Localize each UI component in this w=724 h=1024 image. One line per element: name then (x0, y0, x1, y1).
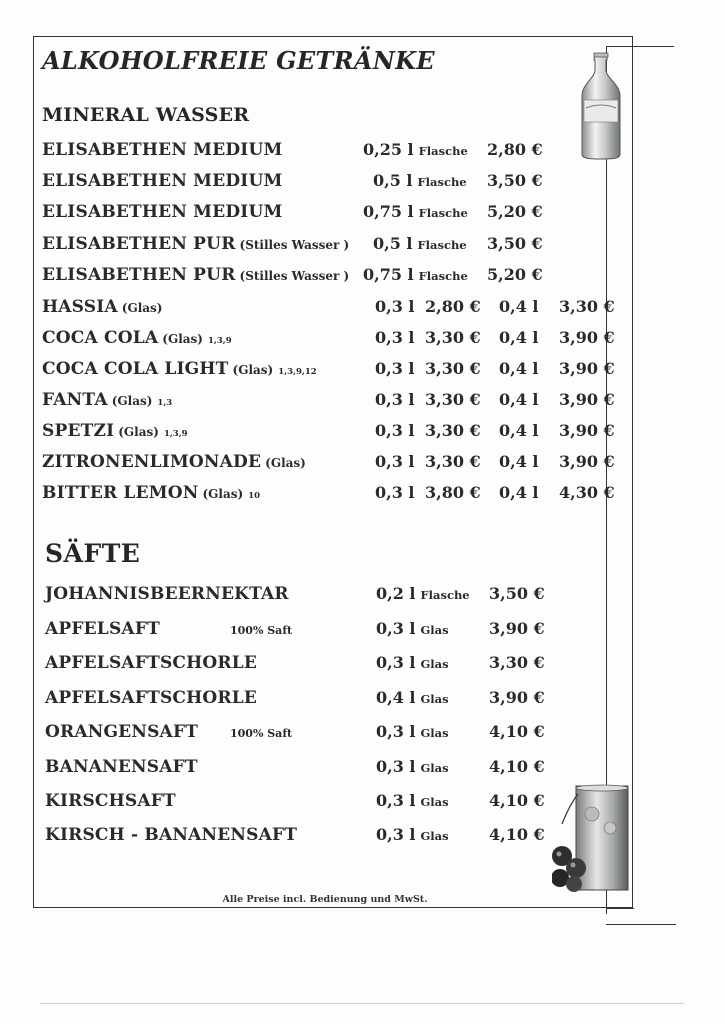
menu-row (0, 328, 724, 354)
volume-text: 0,3 l (376, 653, 416, 672)
volume-text: 0,2 l (376, 584, 416, 603)
item-volume (376, 584, 470, 603)
decorative-line (606, 924, 676, 925)
small-price: 3,80 € (425, 483, 481, 502)
large-price: 3,90 € (559, 359, 615, 378)
volume-unit: Flasche (418, 144, 468, 158)
section-heading-mineral: MINERAL WASSER (42, 104, 250, 126)
small-volume: 0,3 l (375, 483, 415, 502)
item-name: APFELSAFTSCHORLE (45, 688, 258, 708)
small-price: 2,80 € (425, 297, 481, 316)
item-name-text: ELISABETHEN PUR (42, 234, 236, 254)
menu-row (0, 390, 724, 416)
volume-unit: Glas (420, 726, 449, 740)
item-name: APFELSAFTSCHORLE (45, 653, 258, 673)
volume-text: 0,75 l (363, 265, 414, 284)
volume-unit: Flasche (418, 269, 468, 283)
menu-row (0, 653, 724, 679)
large-volume: 0,4 l (499, 297, 539, 316)
small-volume: 0,3 l (375, 297, 415, 316)
large-price: 4,30 € (559, 483, 615, 502)
item-name: ORANGENSAFT (45, 722, 199, 742)
item-volume (363, 140, 468, 159)
item-name (42, 328, 232, 348)
item-volume (376, 619, 449, 638)
additive-codes: 10 (248, 491, 261, 501)
item-name (42, 265, 349, 285)
price-footnote: Alle Preise incl. Bedienung und MwSt. (222, 894, 428, 905)
item-name-text: ELISABETHEN MEDIUM (42, 202, 283, 222)
menu-row (0, 483, 724, 509)
item-name: BANANENSAFT (45, 757, 198, 777)
item-volume (376, 722, 449, 741)
volume-unit: Flasche (420, 588, 470, 602)
additive-codes: 1,3,9 (207, 336, 232, 346)
volume-unit: Glas (420, 692, 449, 706)
item-name-text: ZITRONENLIMONADE (42, 452, 262, 472)
item-volume (376, 688, 449, 707)
item-name (42, 452, 306, 472)
item-note: (Glas) (232, 363, 274, 377)
juice-tag: 100% Saft (230, 727, 293, 740)
menu-row (0, 234, 724, 260)
item-volume (376, 825, 449, 844)
menu-row (0, 359, 724, 385)
volume-unit: Glas (420, 761, 449, 775)
menu-row (0, 297, 724, 323)
menu-row (0, 722, 724, 748)
small-price: 3,30 € (425, 359, 481, 378)
large-price: 3,90 € (559, 452, 615, 471)
item-volume (376, 757, 449, 776)
item-note: (Glas) (265, 456, 306, 470)
large-volume: 0,4 l (499, 421, 539, 440)
item-price: 3,50 € (487, 171, 543, 190)
item-price: 3,90 € (489, 619, 545, 638)
item-name-text: COCA COLA (42, 328, 159, 348)
menu-row (0, 202, 724, 228)
item-name: KIRSCHSAFT (45, 791, 176, 811)
item-name-text: ELISABETHEN PUR (42, 265, 236, 285)
small-volume: 0,3 l (375, 390, 415, 409)
menu-row (0, 619, 724, 645)
item-price: 3,50 € (487, 234, 543, 253)
item-price: 4,10 € (489, 791, 545, 810)
item-name-text: BITTER LEMON (42, 483, 199, 503)
small-price: 3,30 € (425, 390, 481, 409)
menu-row (0, 171, 724, 197)
item-volume (373, 234, 467, 253)
small-price: 3,30 € (425, 421, 481, 440)
volume-text: 0,3 l (376, 722, 416, 741)
small-volume: 0,3 l (375, 452, 415, 471)
item-name (42, 297, 162, 317)
item-price: 3,90 € (489, 688, 545, 707)
volume-text: 0,3 l (376, 825, 416, 844)
item-name-text: SPETZI (42, 421, 115, 441)
volume-text: 0,5 l (373, 171, 413, 190)
menu-row (0, 584, 724, 610)
item-volume (363, 265, 468, 284)
large-price: 3,90 € (559, 328, 615, 347)
item-name (42, 390, 172, 410)
item-name-text: ELISABETHEN MEDIUM (42, 140, 283, 160)
volume-text: 0,3 l (376, 619, 416, 638)
item-name: APFELSAFT (45, 619, 160, 639)
additive-codes: 1,3,9 (163, 429, 188, 439)
item-name: JOHANNISBEERNEKTAR (45, 584, 289, 604)
item-price: 4,10 € (489, 825, 545, 844)
large-volume: 0,4 l (499, 390, 539, 409)
item-name (42, 359, 317, 379)
item-name (42, 171, 283, 191)
menu-title: ALKOHOLFREIE GETRÄNKE (42, 46, 435, 75)
item-note: (Glas) (202, 487, 244, 501)
volume-text: 0,3 l (376, 791, 416, 810)
item-volume (373, 171, 467, 190)
item-note: (Stilles Wasser ) (239, 238, 350, 252)
additive-codes: 1,3,9,12 (278, 367, 317, 377)
menu-row (0, 757, 724, 783)
item-price: 4,10 € (489, 757, 545, 776)
large-price: 3,30 € (559, 297, 615, 316)
item-price: 5,20 € (487, 202, 543, 221)
large-price: 3,90 € (559, 390, 615, 409)
juice-tag: 100% Saft (230, 624, 293, 637)
volume-unit: Glas (420, 829, 449, 843)
volume-unit: Glas (420, 657, 449, 671)
additive-codes: 1,3 (157, 398, 173, 408)
item-note: (Stilles Wasser ) (239, 269, 350, 283)
section-heading-saefte: SÄFTE (45, 539, 141, 568)
small-volume: 0,3 l (375, 328, 415, 347)
item-volume (376, 791, 449, 810)
volume-unit: Glas (420, 623, 449, 637)
volume-unit: Flasche (417, 175, 467, 189)
item-name (42, 234, 349, 254)
volume-unit: Flasche (417, 238, 467, 252)
large-volume: 0,4 l (499, 328, 539, 347)
small-volume: 0,3 l (375, 421, 415, 440)
menu-row (0, 421, 724, 447)
item-price: 5,20 € (487, 265, 543, 284)
large-volume: 0,4 l (499, 359, 539, 378)
item-name-text: HASSIA (42, 297, 118, 317)
small-price: 3,30 € (425, 452, 481, 471)
volume-text: 0,5 l (373, 234, 413, 253)
menu-row (0, 452, 724, 478)
menu-row (0, 265, 724, 291)
item-note: (Glas) (111, 394, 153, 408)
item-price: 3,50 € (489, 584, 545, 603)
item-name (42, 202, 283, 222)
item-name-text: COCA COLA LIGHT (42, 359, 229, 379)
volume-text: 0,25 l (363, 140, 414, 159)
item-note: (Glas) (118, 425, 159, 439)
large-volume: 0,4 l (499, 452, 539, 471)
item-note: (Glas) (162, 332, 203, 346)
volume-text: 0,4 l (376, 688, 416, 707)
item-price: 2,80 € (487, 140, 543, 159)
volume-unit: Flasche (418, 206, 468, 220)
decorative-line (606, 46, 674, 47)
scan-edge-line (40, 1003, 684, 1004)
item-volume (363, 202, 468, 221)
small-volume: 0,3 l (375, 359, 415, 378)
volume-text: 0,75 l (363, 202, 414, 221)
menu-row (0, 688, 724, 714)
item-name (42, 421, 188, 441)
large-volume: 0,4 l (499, 483, 539, 502)
item-price: 4,10 € (489, 722, 545, 741)
item-note: (Glas) (121, 301, 163, 315)
volume-text: 0,3 l (376, 757, 416, 776)
item-name-text: FANTA (42, 390, 108, 410)
large-price: 3,90 € (559, 421, 615, 440)
item-price: 3,30 € (489, 653, 545, 672)
item-name: KIRSCH - BANANENSAFT (45, 825, 298, 845)
decorative-line (606, 908, 634, 909)
item-volume (376, 653, 449, 672)
water-bottle-image (576, 52, 626, 160)
juice-glass-image (552, 784, 634, 894)
item-name (42, 483, 260, 503)
small-price: 3,30 € (425, 328, 481, 347)
volume-unit: Glas (420, 795, 449, 809)
item-name-text: ELISABETHEN MEDIUM (42, 171, 283, 191)
item-name (42, 140, 283, 160)
